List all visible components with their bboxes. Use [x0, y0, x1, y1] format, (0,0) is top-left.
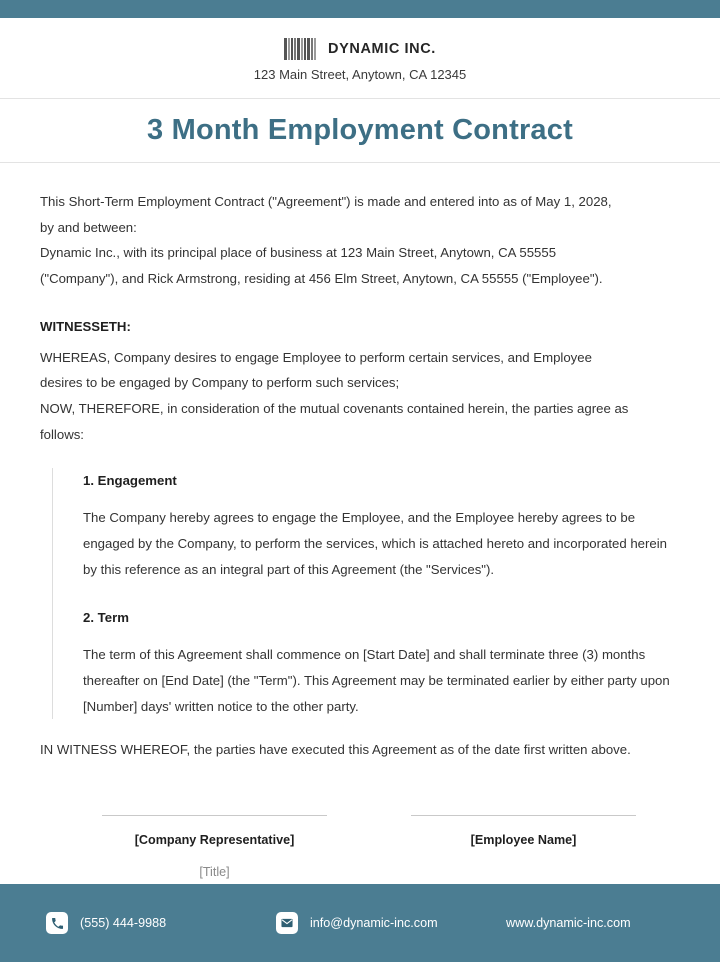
footer [0, 884, 720, 962]
top-accent-bar [0, 0, 720, 18]
witnesseth-line: NOW, THEREFORE, in consideration of the mutual covenants contained herein, the parties agree as [40, 401, 629, 417]
intro-line: ("Company"), and Rick Armstrong, residing at 456 Elm Street, Anytown, CA 55555 ("Employee"). [40, 271, 603, 287]
company-name: DYNAMIC INC. [328, 41, 436, 57]
signature-line [102, 815, 327, 816]
document-body [0, 163, 720, 884]
footer-email [276, 912, 506, 934]
witnesseth-heading: WITNESSETH: [40, 318, 131, 334]
title-band [0, 99, 720, 163]
witnesseth-line: desires to be engaged by Company to perform such services; [40, 375, 400, 391]
signature-company [102, 815, 327, 884]
company-address: 123 Main Street, Anytown, CA 12345 [253, 67, 467, 82]
company-representative-title: [Title] [199, 864, 230, 879]
intro-paragraph [40, 189, 678, 292]
spacer [40, 292, 678, 314]
signature-employee [411, 815, 636, 884]
phone-icon [46, 912, 68, 934]
company-representative-label: [Company Representative] [134, 833, 295, 848]
clause-list [52, 468, 678, 720]
closing-paragraph: IN WITNESS WHEREOF, the parties have executed this Agreement as of the date first written above. [40, 742, 631, 758]
clause-text: The Company hereby agrees to engage the Employee, and the Employee hereby agrees to be engaged by the Company, to perform the services, which is attached hereto and incorporated herein by this reference as an integral part of this Agreement (the "Services"). [83, 510, 668, 577]
website-url: www.dynamic-inc.com [506, 916, 631, 931]
employee-name-label: [Employee Name] [470, 833, 577, 848]
witnesseth-line: follows: [40, 426, 84, 442]
envelope-icon [276, 912, 298, 934]
clause-item [83, 605, 678, 720]
email-address: info@dynamic-inc.com [310, 916, 438, 931]
footer-phone [46, 912, 276, 934]
witnesseth-paragraph [40, 345, 678, 448]
intro-line: by and between: [40, 219, 137, 235]
signature-block [40, 815, 678, 884]
page-title: 3 Month Employment Contract [147, 114, 573, 146]
witnesseth-line: WHEREAS, Company desires to engage Employee to perform certain services, and Employee [40, 349, 592, 365]
clause-title: 2. Term [83, 609, 129, 625]
phone-number: (555) 444-9988 [80, 916, 167, 931]
brand-row [284, 38, 436, 60]
letterhead [0, 18, 720, 99]
intro-line: Dynamic Inc., with its principal place of business at 123 Main Street, Anytown, CA 55555 [40, 245, 557, 261]
clause-text: The term of this Agreement shall commence on [Start Date] and shall terminate three (3) months thereafter on [End Date] (the "Term"). This Agreement may be terminated earlier by either party upon [Number] days' written notice to the other party. [83, 647, 670, 714]
clause-title: 1. Engagement [83, 472, 177, 488]
footer-website [506, 916, 706, 930]
barcode-icon [284, 38, 316, 60]
intro-line: This Short-Term Employment Contract ("Agreement") is made and entered into as of May 1, 2028, [40, 194, 612, 209]
signature-line [411, 815, 636, 816]
clause-item [83, 468, 678, 583]
